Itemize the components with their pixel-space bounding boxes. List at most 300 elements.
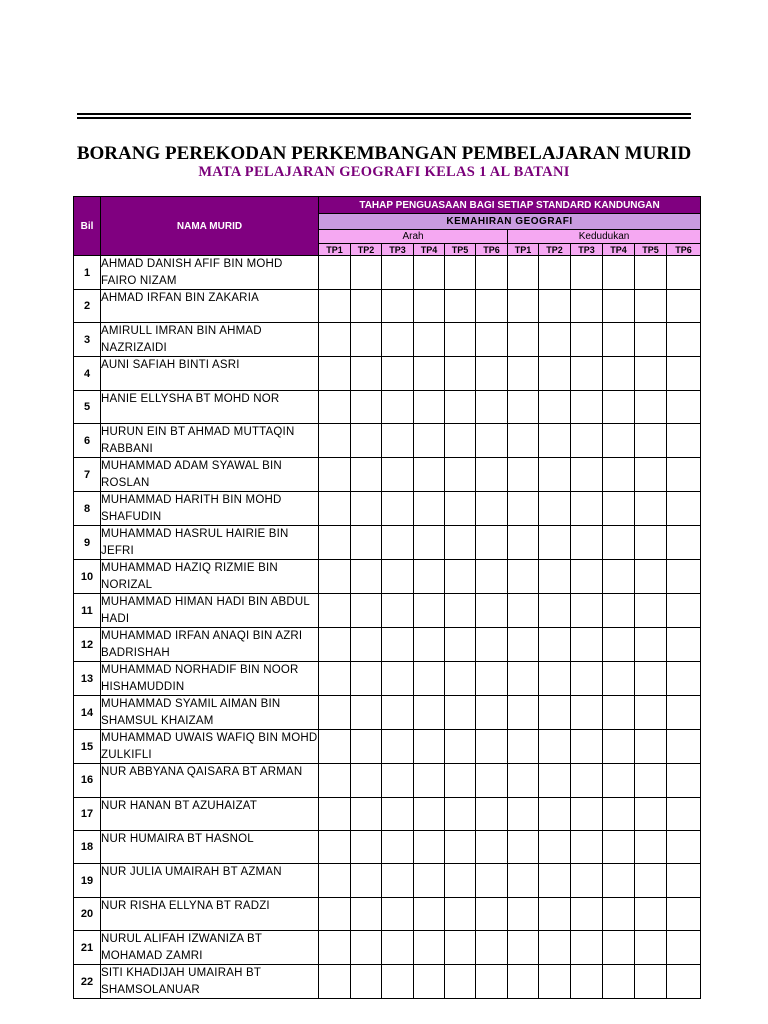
score-cell-kedudukan[interactable]	[539, 931, 571, 965]
score-cell-kedudukan[interactable]	[635, 797, 667, 830]
score-cell-kedudukan[interactable]	[539, 424, 571, 458]
score-cell-arah[interactable]	[319, 931, 351, 965]
student-name: NUR HUMAIRA BT HASNOL	[101, 830, 319, 863]
score-cell-arah[interactable]	[414, 730, 445, 764]
score-cell-kedudukan[interactable]	[635, 897, 667, 930]
score-cell-kedudukan[interactable]	[508, 526, 539, 560]
score-cell-kedudukan[interactable]	[667, 864, 701, 897]
score-cell-arah[interactable]	[319, 424, 351, 458]
score-cell-kedudukan[interactable]	[603, 662, 635, 696]
score-cell-arah[interactable]	[414, 696, 445, 730]
score-cell-arah[interactable]	[382, 458, 414, 492]
score-cell-kedudukan[interactable]	[667, 390, 701, 423]
score-cell-kedudukan[interactable]	[508, 424, 539, 458]
score-cell-kedudukan[interactable]	[539, 323, 571, 357]
score-cell-arah[interactable]	[319, 323, 351, 357]
score-cell-kedudukan[interactable]	[539, 965, 571, 999]
score-cell-arah[interactable]	[351, 290, 382, 323]
score-cell-arah[interactable]	[382, 526, 414, 560]
score-cell-kedudukan[interactable]	[539, 290, 571, 323]
student-name: MUHAMMAD UWAIS WAFIQ BIN MOHD ZULKIFLI	[101, 730, 319, 764]
score-cell-arah[interactable]	[382, 830, 414, 863]
score-cell-arah[interactable]	[476, 628, 508, 662]
score-cell-arah[interactable]	[319, 830, 351, 863]
score-cell-arah[interactable]	[476, 390, 508, 423]
score-cell-arah[interactable]	[476, 526, 508, 560]
score-cell-kedudukan[interactable]	[508, 931, 539, 965]
score-cell-arah[interactable]	[351, 560, 382, 594]
score-cell-kedudukan[interactable]	[603, 492, 635, 526]
score-cell-arah[interactable]	[319, 526, 351, 560]
score-cell-kedudukan[interactable]	[667, 897, 701, 930]
score-cell-kedudukan[interactable]	[539, 662, 571, 696]
score-cell-arah[interactable]	[414, 797, 445, 830]
score-cell-kedudukan[interactable]	[539, 864, 571, 897]
score-cell-kedudukan[interactable]	[603, 764, 635, 797]
score-cell-kedudukan[interactable]	[571, 560, 603, 594]
score-cell-kedudukan[interactable]	[603, 526, 635, 560]
score-cell-kedudukan[interactable]	[539, 458, 571, 492]
row-number: 21	[74, 931, 101, 965]
score-cell-arah[interactable]	[414, 290, 445, 323]
row-number: 14	[74, 696, 101, 730]
score-cell-arah[interactable]	[414, 662, 445, 696]
score-cell-kedudukan[interactable]	[539, 357, 571, 390]
score-cell-kedudukan[interactable]	[667, 797, 701, 830]
score-cell-kedudukan[interactable]	[571, 965, 603, 999]
score-cell-arah[interactable]	[351, 797, 382, 830]
score-cell-arah[interactable]	[319, 696, 351, 730]
score-cell-arah[interactable]	[382, 897, 414, 930]
score-cell-kedudukan[interactable]	[539, 797, 571, 830]
score-cell-kedudukan[interactable]	[508, 696, 539, 730]
score-cell-kedudukan[interactable]	[635, 931, 667, 965]
score-cell-kedudukan[interactable]	[571, 323, 603, 357]
score-cell-arah[interactable]	[382, 965, 414, 999]
score-cell-arah[interactable]	[414, 560, 445, 594]
score-cell-arah[interactable]	[476, 730, 508, 764]
score-cell-arah[interactable]	[476, 424, 508, 458]
score-cell-kedudukan[interactable]	[539, 256, 571, 290]
score-cell-arah[interactable]	[476, 931, 508, 965]
score-cell-kedudukan[interactable]	[508, 560, 539, 594]
score-cell-kedudukan[interactable]	[508, 730, 539, 764]
score-cell-arah[interactable]	[445, 864, 476, 897]
score-cell-arah[interactable]	[351, 526, 382, 560]
score-cell-arah[interactable]	[319, 662, 351, 696]
score-cell-arah[interactable]	[414, 931, 445, 965]
score-cell-arah[interactable]	[476, 290, 508, 323]
row-number: 6	[74, 424, 101, 458]
score-cell-kedudukan[interactable]	[508, 458, 539, 492]
score-cell-arah[interactable]	[382, 864, 414, 897]
header-nama-murid: NAMA MURID	[101, 197, 319, 256]
page-subtitle: MATA PELAJARAN GEOGRAFI KELAS 1 AL BATANI	[198, 164, 570, 180]
score-cell-arah[interactable]	[445, 662, 476, 696]
score-cell-arah[interactable]	[476, 764, 508, 797]
score-cell-kedudukan[interactable]	[667, 628, 701, 662]
score-cell-kedudukan[interactable]	[635, 764, 667, 797]
score-cell-kedudukan[interactable]	[508, 323, 539, 357]
score-cell-kedudukan[interactable]	[539, 594, 571, 628]
score-cell-arah[interactable]	[414, 390, 445, 423]
score-cell-arah[interactable]	[445, 323, 476, 357]
score-cell-kedudukan[interactable]	[603, 897, 635, 930]
score-cell-arah[interactable]	[414, 526, 445, 560]
score-cell-arah[interactable]	[382, 424, 414, 458]
score-cell-kedudukan[interactable]	[603, 864, 635, 897]
score-cell-kedudukan[interactable]	[635, 730, 667, 764]
score-cell-arah[interactable]	[382, 390, 414, 423]
score-cell-arah[interactable]	[445, 830, 476, 863]
score-cell-kedudukan[interactable]	[635, 696, 667, 730]
score-cell-kedudukan[interactable]	[508, 390, 539, 423]
row-number: 22	[74, 965, 101, 999]
score-cell-arah[interactable]	[351, 864, 382, 897]
score-cell-arah[interactable]	[445, 764, 476, 797]
table-row	[74, 628, 701, 662]
score-cell-arah[interactable]	[382, 256, 414, 290]
score-cell-kedudukan[interactable]	[667, 830, 701, 863]
score-cell-kedudukan[interactable]	[571, 256, 603, 290]
row-number: 8	[74, 492, 101, 526]
score-cell-kedudukan[interactable]	[635, 357, 667, 390]
score-cell-arah[interactable]	[445, 931, 476, 965]
score-cell-kedudukan[interactable]	[603, 256, 635, 290]
table-row	[74, 797, 701, 830]
page-title: BORANG PEREKODAN PERKEMBANGAN PEMBELAJARAN MURID	[76, 143, 692, 164]
score-cell-arah[interactable]	[414, 965, 445, 999]
score-cell-kedudukan[interactable]	[571, 864, 603, 897]
score-cell-kedudukan[interactable]	[539, 897, 571, 930]
student-name: MUHAMMAD SYAMIL AIMAN BIN SHAMSUL KHAIZAM	[101, 696, 319, 730]
row-number: 20	[74, 897, 101, 930]
score-cell-arah[interactable]	[351, 830, 382, 863]
score-cell-arah[interactable]	[445, 390, 476, 423]
score-cell-kedudukan[interactable]	[571, 290, 603, 323]
score-cell-kedudukan[interactable]	[539, 492, 571, 526]
table-row	[74, 357, 701, 390]
row-number: 18	[74, 830, 101, 863]
score-cell-arah[interactable]	[319, 965, 351, 999]
score-cell-kedudukan[interactable]	[635, 628, 667, 662]
score-cell-arah[interactable]	[414, 458, 445, 492]
score-cell-kedudukan[interactable]	[508, 256, 539, 290]
score-cell-arah[interactable]	[382, 357, 414, 390]
score-cell-kedudukan[interactable]	[571, 696, 603, 730]
score-cell-arah[interactable]	[351, 897, 382, 930]
score-cell-arah[interactable]	[445, 628, 476, 662]
score-cell-arah[interactable]	[445, 797, 476, 830]
tp-header-kedudukan: TP1	[508, 244, 539, 256]
score-cell-arah[interactable]	[351, 256, 382, 290]
score-cell-arah[interactable]	[414, 864, 445, 897]
score-cell-arah[interactable]	[445, 458, 476, 492]
score-cell-arah[interactable]	[382, 628, 414, 662]
score-cell-arah[interactable]	[414, 256, 445, 290]
tp-header-kedudukan: TP3	[571, 244, 603, 256]
score-cell-kedudukan[interactable]	[635, 830, 667, 863]
score-cell-arah[interactable]	[476, 965, 508, 999]
score-cell-kedudukan[interactable]	[603, 797, 635, 830]
score-cell-kedudukan[interactable]	[603, 390, 635, 423]
score-cell-kedudukan[interactable]	[603, 424, 635, 458]
score-cell-kedudukan[interactable]	[635, 290, 667, 323]
score-cell-kedudukan[interactable]	[635, 492, 667, 526]
table-row	[74, 560, 701, 594]
score-cell-arah[interactable]	[351, 662, 382, 696]
score-cell-kedudukan[interactable]	[635, 458, 667, 492]
score-cell-kedudukan[interactable]	[508, 357, 539, 390]
score-cell-kedudukan[interactable]	[571, 492, 603, 526]
score-cell-kedudukan[interactable]	[571, 458, 603, 492]
score-cell-arah[interactable]	[382, 492, 414, 526]
score-cell-arah[interactable]	[445, 424, 476, 458]
score-cell-kedudukan[interactable]	[603, 458, 635, 492]
student-name: HURUN EIN BT AHMAD MUTTAQIN RABBANI	[101, 424, 319, 458]
score-cell-kedudukan[interactable]	[667, 594, 701, 628]
score-cell-arah[interactable]	[445, 696, 476, 730]
row-number: 16	[74, 764, 101, 797]
score-cell-arah[interactable]	[351, 458, 382, 492]
score-cell-kedudukan[interactable]	[667, 290, 701, 323]
score-cell-arah[interactable]	[414, 830, 445, 863]
score-cell-arah[interactable]	[319, 458, 351, 492]
score-cell-kedudukan[interactable]	[539, 730, 571, 764]
score-cell-kedudukan[interactable]	[635, 424, 667, 458]
score-cell-arah[interactable]	[351, 764, 382, 797]
score-cell-arah[interactable]	[476, 357, 508, 390]
score-cell-arah[interactable]	[351, 628, 382, 662]
score-cell-kedudukan[interactable]	[635, 560, 667, 594]
score-cell-kedudukan[interactable]	[603, 628, 635, 662]
score-cell-arah[interactable]	[351, 931, 382, 965]
score-cell-arah[interactable]	[319, 560, 351, 594]
score-cell-arah[interactable]	[319, 357, 351, 390]
score-cell-kedudukan[interactable]	[539, 830, 571, 863]
score-cell-arah[interactable]	[319, 797, 351, 830]
score-cell-kedudukan[interactable]	[571, 526, 603, 560]
score-cell-arah[interactable]	[476, 830, 508, 863]
score-cell-arah[interactable]	[414, 764, 445, 797]
student-name: MUHAMMAD ADAM SYAWAL BIN ROSLAN	[101, 458, 319, 492]
score-cell-kedudukan[interactable]	[539, 560, 571, 594]
score-cell-arah[interactable]	[414, 492, 445, 526]
score-cell-arah[interactable]	[445, 560, 476, 594]
score-cell-kedudukan[interactable]	[508, 864, 539, 897]
score-cell-kedudukan[interactable]	[667, 323, 701, 357]
score-cell-kedudukan[interactable]	[571, 357, 603, 390]
score-cell-kedudukan[interactable]	[571, 730, 603, 764]
score-cell-kedudukan[interactable]	[508, 897, 539, 930]
score-cell-kedudukan[interactable]	[667, 560, 701, 594]
score-cell-arah[interactable]	[382, 323, 414, 357]
score-cell-kedudukan[interactable]	[603, 290, 635, 323]
score-cell-kedudukan[interactable]	[508, 628, 539, 662]
score-cell-kedudukan[interactable]	[635, 390, 667, 423]
score-cell-kedudukan[interactable]	[635, 526, 667, 560]
score-cell-kedudukan[interactable]	[603, 696, 635, 730]
score-cell-arah[interactable]	[319, 628, 351, 662]
score-cell-arah[interactable]	[476, 797, 508, 830]
score-cell-arah[interactable]	[382, 730, 414, 764]
score-cell-arah[interactable]	[351, 594, 382, 628]
score-cell-arah[interactable]	[319, 897, 351, 930]
student-name: MUHAMMAD HAZIQ RIZMIE BIN NORIZAL	[101, 560, 319, 594]
score-cell-arah[interactable]	[319, 730, 351, 764]
score-cell-kedudukan[interactable]	[539, 764, 571, 797]
tp-header-kedudukan: TP2	[539, 244, 571, 256]
student-rows	[74, 256, 701, 999]
score-cell-arah[interactable]	[445, 965, 476, 999]
score-cell-kedudukan[interactable]	[603, 965, 635, 999]
student-name: MUHAMMAD HARITH BIN MOHD SHAFUDIN	[101, 492, 319, 526]
score-cell-kedudukan[interactable]	[571, 628, 603, 662]
score-cell-kedudukan[interactable]	[508, 662, 539, 696]
table-row	[74, 594, 701, 628]
score-cell-kedudukan[interactable]	[667, 764, 701, 797]
score-cell-arah[interactable]	[319, 390, 351, 423]
score-cell-kedudukan[interactable]	[603, 357, 635, 390]
score-cell-arah[interactable]	[414, 357, 445, 390]
score-cell-kedudukan[interactable]	[667, 526, 701, 560]
tp-header-arah: TP5	[445, 244, 476, 256]
score-cell-arah[interactable]	[351, 357, 382, 390]
score-cell-kedudukan[interactable]	[667, 424, 701, 458]
score-cell-arah[interactable]	[445, 897, 476, 930]
score-cell-arah[interactable]	[476, 458, 508, 492]
score-cell-kedudukan[interactable]	[635, 662, 667, 696]
score-cell-arah[interactable]	[414, 424, 445, 458]
score-cell-kedudukan[interactable]	[667, 492, 701, 526]
score-cell-kedudukan[interactable]	[667, 256, 701, 290]
score-cell-arah[interactable]	[414, 628, 445, 662]
score-cell-arah[interactable]	[445, 492, 476, 526]
score-cell-kedudukan[interactable]	[635, 965, 667, 999]
header-group-arah: Arah	[319, 230, 508, 244]
table-row	[74, 323, 701, 357]
score-cell-arah[interactable]	[382, 797, 414, 830]
score-cell-kedudukan[interactable]	[571, 931, 603, 965]
score-cell-arah[interactable]	[382, 662, 414, 696]
score-cell-arah[interactable]	[445, 256, 476, 290]
score-cell-arah[interactable]	[351, 696, 382, 730]
score-cell-kedudukan[interactable]	[603, 560, 635, 594]
score-cell-arah[interactable]	[351, 323, 382, 357]
score-cell-kedudukan[interactable]	[667, 662, 701, 696]
score-cell-kedudukan[interactable]	[571, 594, 603, 628]
score-cell-kedudukan[interactable]	[539, 696, 571, 730]
score-cell-arah[interactable]	[319, 290, 351, 323]
score-cell-kedudukan[interactable]	[667, 458, 701, 492]
score-cell-kedudukan[interactable]	[571, 424, 603, 458]
score-cell-arah[interactable]	[476, 594, 508, 628]
score-cell-arah[interactable]	[445, 526, 476, 560]
score-cell-arah[interactable]	[414, 594, 445, 628]
score-cell-arah[interactable]	[476, 864, 508, 897]
score-cell-kedudukan[interactable]	[508, 965, 539, 999]
score-cell-kedudukan[interactable]	[571, 797, 603, 830]
score-cell-arah[interactable]	[476, 662, 508, 696]
score-cell-kedudukan[interactable]	[667, 965, 701, 999]
score-cell-kedudukan[interactable]	[635, 594, 667, 628]
score-cell-arah[interactable]	[319, 256, 351, 290]
score-cell-arah[interactable]	[382, 764, 414, 797]
score-cell-arah[interactable]	[319, 864, 351, 897]
score-cell-arah[interactable]	[351, 492, 382, 526]
score-cell-kedudukan[interactable]	[603, 594, 635, 628]
score-cell-kedudukan[interactable]	[539, 628, 571, 662]
row-number: 9	[74, 526, 101, 560]
score-cell-kedudukan[interactable]	[539, 390, 571, 423]
score-cell-kedudukan[interactable]	[571, 830, 603, 863]
score-cell-kedudukan[interactable]	[571, 897, 603, 930]
score-cell-kedudukan[interactable]	[635, 864, 667, 897]
score-cell-kedudukan[interactable]	[603, 830, 635, 863]
score-cell-arah[interactable]	[476, 323, 508, 357]
score-cell-kedudukan[interactable]	[667, 931, 701, 965]
score-cell-kedudukan[interactable]	[635, 256, 667, 290]
table-row	[74, 390, 701, 423]
score-cell-kedudukan[interactable]	[508, 830, 539, 863]
score-cell-arah[interactable]	[414, 897, 445, 930]
score-cell-arah[interactable]	[351, 424, 382, 458]
score-cell-arah[interactable]	[476, 256, 508, 290]
score-cell-arah[interactable]	[351, 730, 382, 764]
score-cell-kedudukan[interactable]	[508, 797, 539, 830]
score-cell-kedudukan[interactable]	[571, 764, 603, 797]
score-cell-kedudukan[interactable]	[571, 662, 603, 696]
score-cell-arah[interactable]	[319, 764, 351, 797]
score-cell-kedudukan[interactable]	[603, 730, 635, 764]
score-cell-arah[interactable]	[445, 594, 476, 628]
table-row	[74, 526, 701, 560]
score-cell-kedudukan[interactable]	[508, 764, 539, 797]
score-cell-kedudukan[interactable]	[667, 357, 701, 390]
score-cell-arah[interactable]	[382, 696, 414, 730]
score-cell-kedudukan[interactable]	[603, 931, 635, 965]
score-cell-kedudukan[interactable]	[667, 696, 701, 730]
score-cell-arah[interactable]	[445, 290, 476, 323]
score-cell-kedudukan[interactable]	[603, 323, 635, 357]
score-cell-kedudukan[interactable]	[508, 492, 539, 526]
score-cell-arah[interactable]	[319, 492, 351, 526]
score-cell-kedudukan[interactable]	[508, 594, 539, 628]
assessment-table	[73, 196, 701, 999]
score-cell-arah[interactable]	[382, 560, 414, 594]
score-cell-arah[interactable]	[445, 730, 476, 764]
score-cell-arah[interactable]	[476, 897, 508, 930]
score-cell-arah[interactable]	[319, 594, 351, 628]
score-cell-kedudukan[interactable]	[635, 323, 667, 357]
score-cell-arah[interactable]	[445, 357, 476, 390]
score-cell-arah[interactable]	[476, 492, 508, 526]
score-cell-kedudukan[interactable]	[667, 730, 701, 764]
score-cell-arah[interactable]	[414, 323, 445, 357]
score-cell-arah[interactable]	[351, 390, 382, 423]
score-cell-kedudukan[interactable]	[539, 526, 571, 560]
score-cell-arah[interactable]	[382, 931, 414, 965]
score-cell-arah[interactable]	[351, 965, 382, 999]
row-number: 7	[74, 458, 101, 492]
score-cell-kedudukan[interactable]	[508, 290, 539, 323]
score-cell-arah[interactable]	[382, 290, 414, 323]
score-cell-arah[interactable]	[382, 594, 414, 628]
row-number: 1	[74, 256, 101, 290]
score-cell-kedudukan[interactable]	[571, 390, 603, 423]
score-cell-arah[interactable]	[476, 696, 508, 730]
score-cell-arah[interactable]	[476, 560, 508, 594]
